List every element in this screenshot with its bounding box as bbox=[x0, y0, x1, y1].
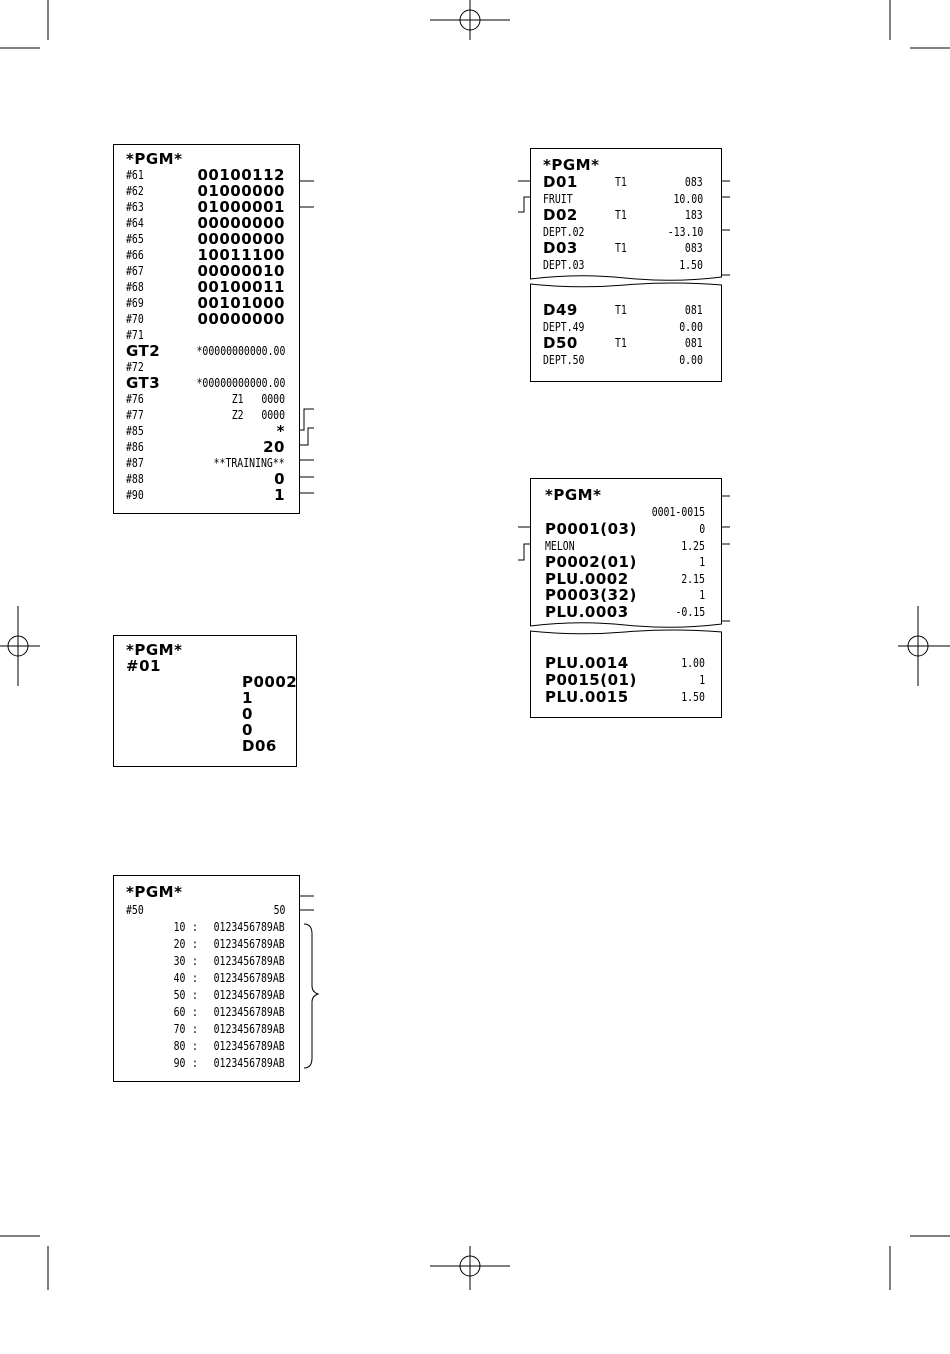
row-label: #64 bbox=[126, 216, 144, 230]
row-separator: : bbox=[192, 937, 198, 951]
receipt-title: *PGM* bbox=[543, 156, 600, 174]
setting-value: 0 bbox=[242, 705, 253, 723]
row-value: **TRAINING** bbox=[213, 456, 285, 470]
row-separator: : bbox=[192, 1039, 198, 1053]
receipt-title: *PGM* bbox=[126, 150, 183, 168]
receipt-title: *PGM* bbox=[545, 486, 602, 504]
row-value: 0123456789AB bbox=[213, 1022, 285, 1036]
dept-value: 081 bbox=[685, 336, 703, 351]
row-value: *00000000000.00 bbox=[196, 376, 285, 390]
dept-code: D49 bbox=[543, 301, 578, 319]
dept-value: 183 bbox=[685, 208, 703, 223]
receipt-title: *PGM* bbox=[126, 641, 183, 659]
row-separator: : bbox=[192, 1005, 198, 1019]
row-value: 10011100 bbox=[197, 246, 285, 264]
row-value: 00000000 bbox=[197, 230, 285, 248]
dept-value: 083 bbox=[685, 241, 703, 256]
dept-value: 083 bbox=[685, 175, 703, 189]
row-label: #76 bbox=[126, 392, 144, 406]
plu-value: 1.00 bbox=[681, 656, 705, 670]
row-value: 0123456789AB bbox=[213, 1056, 285, 1070]
dept-value: 1.50 bbox=[679, 258, 703, 272]
tax-status: T1 bbox=[615, 241, 627, 256]
row-label: GT2 bbox=[126, 342, 161, 360]
dept-value: 081 bbox=[685, 303, 703, 317]
receipt-pgm-50 bbox=[113, 875, 300, 1082]
plu-code: PLU.0003 bbox=[545, 603, 629, 621]
row-value: 00000000 bbox=[197, 310, 285, 328]
row-value: 0123456789AB bbox=[213, 988, 285, 1002]
plu-code: P0003(32) bbox=[545, 586, 637, 605]
setting-value: D06 bbox=[242, 737, 277, 755]
tax-status: T1 bbox=[615, 208, 627, 223]
row-label: #85 bbox=[126, 424, 144, 438]
row-number: 60 bbox=[173, 1005, 185, 1019]
row-number: 20 bbox=[173, 937, 185, 951]
tear-divider bbox=[530, 620, 722, 636]
dept-value: -13.10 bbox=[667, 224, 703, 239]
plu-value: 2.15 bbox=[681, 571, 705, 586]
row-value: 00100112 bbox=[197, 166, 285, 184]
row-separator: : bbox=[192, 1056, 198, 1070]
row-separator: : bbox=[192, 971, 198, 985]
registration-mark-top bbox=[430, 0, 510, 40]
row-label: #65 bbox=[126, 232, 144, 246]
row-label: #66 bbox=[126, 248, 144, 262]
setting-value: 1 bbox=[242, 689, 253, 707]
row-value: 0123456789AB bbox=[213, 1039, 285, 1053]
row-value: 0123456789AB bbox=[213, 920, 285, 934]
row-label: #72 bbox=[126, 360, 144, 374]
row-label: #71 bbox=[126, 328, 144, 342]
tax-status: T1 bbox=[615, 175, 627, 189]
plu-value: -0.15 bbox=[675, 605, 705, 619]
row-label: #88 bbox=[126, 472, 144, 486]
dept-code: D01 bbox=[543, 173, 578, 191]
tear-divider bbox=[530, 273, 722, 289]
plu-value: 1.50 bbox=[681, 690, 705, 704]
row-value: *00000000000.00 bbox=[196, 344, 285, 358]
plu-value: 1 bbox=[699, 588, 705, 603]
row-label: #62 bbox=[126, 184, 144, 198]
plu-value: 1.25 bbox=[681, 538, 705, 553]
row-label: #69 bbox=[126, 296, 144, 310]
row-value: 0123456789AB bbox=[213, 1005, 285, 1019]
dept-code: D03 bbox=[543, 239, 578, 258]
plu-code: P0001(03) bbox=[545, 520, 637, 538]
row-label: #86 bbox=[126, 440, 144, 454]
row-label: #67 bbox=[126, 264, 144, 278]
row-value: 0123456789AB bbox=[213, 971, 285, 985]
row-number: 10 bbox=[173, 920, 185, 934]
row-value: Z1 0000 bbox=[231, 392, 285, 406]
row-value: * bbox=[276, 422, 285, 440]
row-number: 50 bbox=[173, 988, 185, 1002]
row-label: #70 bbox=[126, 312, 144, 326]
setting-value: 0 bbox=[242, 721, 253, 739]
dept-code: DEPT.03 bbox=[543, 258, 585, 272]
registration-mark-left bbox=[0, 606, 40, 686]
plu-value: 1 bbox=[699, 673, 705, 687]
setting-value: P0002 bbox=[242, 673, 298, 691]
plu-value: 1 bbox=[699, 555, 705, 570]
registration-mark-bottom bbox=[430, 1246, 510, 1290]
receipt-pgm-settings bbox=[113, 144, 300, 514]
plu-code: PLU.0015 bbox=[545, 688, 629, 706]
row-value: 0123456789AB bbox=[213, 954, 285, 968]
plu-value: 0 bbox=[699, 522, 705, 536]
dept-value: 0.00 bbox=[679, 352, 703, 367]
row-number: 90 bbox=[173, 1056, 185, 1070]
receipt-header: #01 bbox=[126, 657, 161, 675]
dept-code: D02 bbox=[543, 206, 578, 225]
row-value: 01000001 bbox=[197, 198, 285, 216]
receipt-pgm-departments bbox=[530, 148, 722, 382]
plu-code: MELON bbox=[545, 538, 575, 553]
row-value: 0 bbox=[274, 470, 285, 488]
dept-value: 0.00 bbox=[679, 319, 703, 334]
row-separator: : bbox=[192, 988, 198, 1002]
row-value: 01000000 bbox=[197, 182, 285, 200]
dept-code: DEPT.49 bbox=[543, 319, 585, 334]
row-value: 00101000 bbox=[197, 294, 285, 312]
row-label: #61 bbox=[126, 168, 144, 182]
row-label: #63 bbox=[126, 200, 144, 214]
receipt-range: 0001-0015 bbox=[651, 505, 705, 519]
row-label: #77 bbox=[126, 408, 144, 422]
registration-mark-right bbox=[898, 606, 950, 686]
row-label: #87 bbox=[126, 456, 144, 470]
tax-status: T1 bbox=[615, 303, 627, 317]
row-label: #68 bbox=[126, 280, 144, 294]
row-number: 80 bbox=[173, 1039, 185, 1053]
dept-code: D50 bbox=[543, 334, 578, 353]
receipt-label: #50 bbox=[126, 903, 144, 917]
row-value: 00000010 bbox=[197, 262, 285, 280]
row-value: 0123456789AB bbox=[213, 937, 285, 951]
plu-code: P0015(01) bbox=[545, 671, 637, 689]
row-value: Z2 0000 bbox=[231, 408, 285, 422]
row-separator: : bbox=[192, 920, 198, 934]
row-separator: : bbox=[192, 1022, 198, 1036]
plu-code: PLU.0014 bbox=[545, 654, 629, 672]
row-label: GT3 bbox=[126, 374, 161, 392]
plu-code: PLU.0002 bbox=[545, 569, 629, 588]
dept-value: 10.00 bbox=[673, 191, 703, 206]
row-number: 40 bbox=[173, 971, 185, 985]
tax-status: T1 bbox=[615, 336, 627, 351]
row-value: 20 bbox=[263, 438, 285, 456]
receipt-title: *PGM* bbox=[126, 883, 183, 901]
row-number: 30 bbox=[173, 954, 185, 968]
plu-code: P0002(01) bbox=[545, 553, 637, 572]
row-label: #90 bbox=[126, 488, 144, 502]
receipt-pgm-plu bbox=[530, 478, 722, 718]
dept-code: DEPT.02 bbox=[543, 224, 585, 239]
dept-code: FRUIT bbox=[543, 191, 573, 206]
row-value: 00000000 bbox=[197, 214, 285, 232]
dept-code: DEPT.50 bbox=[543, 352, 585, 367]
receipt-pgm-01 bbox=[113, 635, 297, 767]
row-value: 1 bbox=[274, 486, 285, 504]
row-separator: : bbox=[192, 954, 198, 968]
receipt-value: 50 bbox=[273, 903, 285, 917]
row-value: 00100011 bbox=[197, 278, 285, 296]
row-number: 70 bbox=[173, 1022, 185, 1036]
